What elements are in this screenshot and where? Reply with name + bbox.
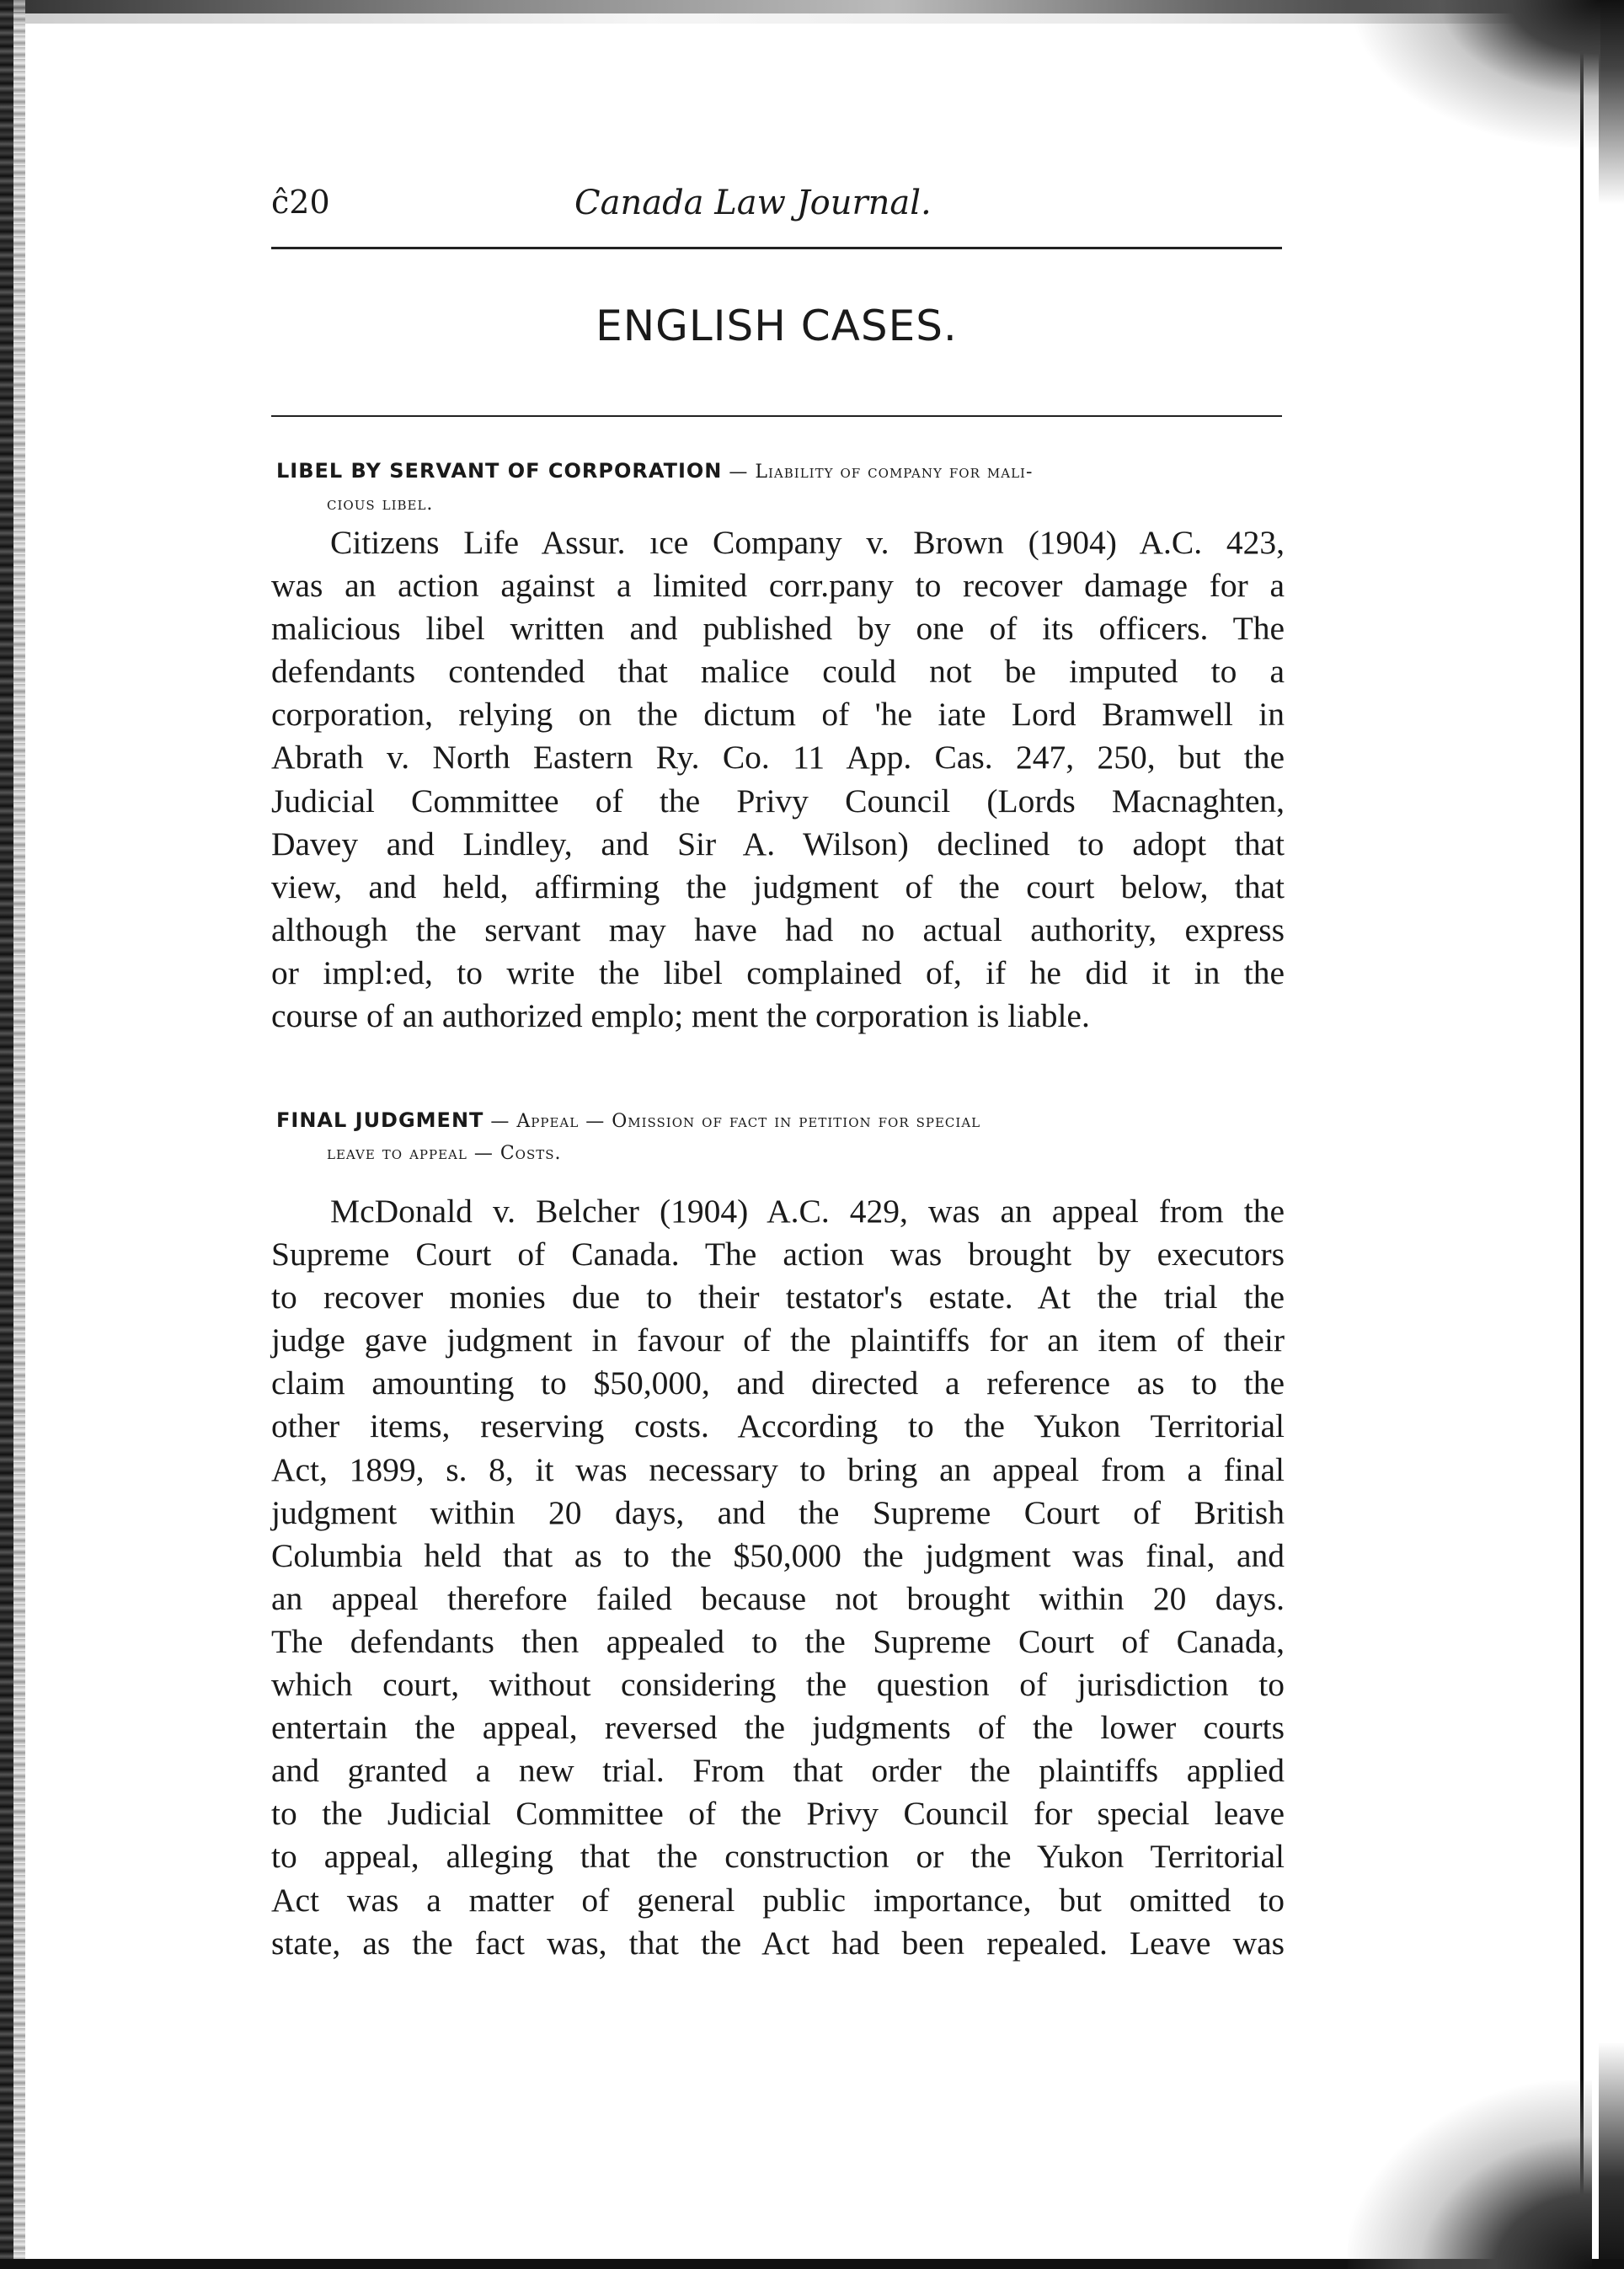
case-2-headnote-rest: — Appeal — Omission of fact in petition for special <box>483 1111 981 1132</box>
running-header <box>271 184 1282 234</box>
text-line: McDonald v. Belcher (1904) A.C. 429, was an appeal from the <box>330 1193 1285 1230</box>
case-2-paragraph <box>271 1190 1285 1965</box>
text-line: to the Judicial Committee of the Privy Council for special leave <box>271 1795 1285 1833</box>
text-line: Act, 1899, s. 8, it was necessary to bring an appeal from a final <box>271 1450 1285 1488</box>
scan-corner-bottom-right <box>1348 2080 1592 2269</box>
text-line: to appeal, alleging that the construction or the Yukon Territorial <box>271 1838 1285 1876</box>
case-1-paragraph <box>271 521 1285 1038</box>
text-line: Columbia held that as to the $50,000 the judgment was final, and <box>271 1536 1285 1574</box>
text-line: Davey and Lindley, and Sir A. Wilson) declined to adopt that <box>271 825 1285 862</box>
text-line: to recover monies due to their testator's estate. At the trial the <box>271 1279 1285 1316</box>
text-line: course of an authorized emplo; ment the corporation is liable. <box>271 997 1090 1035</box>
case-2-headnote <box>276 1104 1283 1170</box>
text-line: Citizens Life Assur. ıce Company v. Brown (1904) A.C. 423, <box>330 524 1285 561</box>
text-line: claim amounting to $50,000, and directed a reference as to the <box>271 1364 1285 1402</box>
text-line: defendants contended that malice could not be imputed to a <box>271 653 1285 691</box>
text-line: Abrath v. North Eastern Ry. Co. 11 App. Cas. 247, 250, but the <box>271 739 1285 777</box>
text-line: Act was a matter of general public importance, but omitted to <box>271 1881 1285 1919</box>
text-line: corporation, relying on the dictum of 'he iate Lord Bramwell in <box>271 696 1285 734</box>
scan-edge-left <box>0 0 13 2269</box>
page-number: ĉ20 <box>271 184 330 221</box>
header-rule <box>271 247 1282 249</box>
journal-title: Canada Law Journal. <box>574 184 932 222</box>
text-line: was an action against a limited corr.pany to recover damage for a <box>271 567 1285 605</box>
scan-edge-left-shadow <box>13 0 25 2269</box>
scan-corner-top-right <box>1348 0 1600 152</box>
scan-edge-right <box>1599 0 1624 2269</box>
section-rule <box>271 415 1282 417</box>
text-line: an appeal therefore failed because not brought within 20 days. <box>271 1579 1285 1617</box>
text-line: or impl:ed, to write the libel complained of, if he did it in the <box>271 953 1285 991</box>
case-1-headnote-rest-2: cious libel. <box>327 494 434 515</box>
text-line: and granted a new trial. From that order the plaintiffs applied <box>271 1752 1285 1790</box>
case-1-headnote <box>276 455 1283 521</box>
text-line: judge gave judgment in favour of the plaintiffs for an item of their <box>271 1321 1285 1359</box>
case-2-headnote-rest-2: leave to appeal — Costs. <box>327 1143 562 1164</box>
case-1-headnote-lead: LIBEL BY SERVANT OF CORPORATION <box>276 459 723 483</box>
case-2-headnote-lead: FINAL JUDGMENT <box>276 1108 484 1132</box>
text-line: which court, without considering the question of jurisdiction to <box>271 1666 1285 1704</box>
text-line: view, and held, affirming the judgment of the court below, that <box>271 868 1285 905</box>
scan-edge-right-line <box>1580 34 1584 2240</box>
section-title: ENGLISH CASES. <box>596 302 958 350</box>
text-line: The defendants then appealed to the Supreme Court of Canada, <box>271 1622 1285 1660</box>
text-line: Supreme Court of Canada. The action was brought by executors <box>271 1236 1285 1273</box>
text-line: state, as the fact was, that the Act had been repealed. Leave was <box>271 1924 1285 1962</box>
text-line: judgment within 20 days, and the Supreme Court of British <box>271 1493 1285 1531</box>
case-1-headnote-rest: — Liability of company for mali- <box>722 462 1034 483</box>
text-line: although the servant may have had no actual authority, express <box>271 910 1285 948</box>
text-line: other items, reserving costs. According to the Yukon Territorial <box>271 1407 1285 1445</box>
text-line: Judicial Committee of the Privy Council (Lords Macnaghten, <box>271 782 1285 820</box>
text-line: entertain the appeal, reversed the judgments of the lower courts <box>271 1709 1285 1747</box>
text-line: malicious libel written and published by one of its officers. The <box>271 610 1285 648</box>
